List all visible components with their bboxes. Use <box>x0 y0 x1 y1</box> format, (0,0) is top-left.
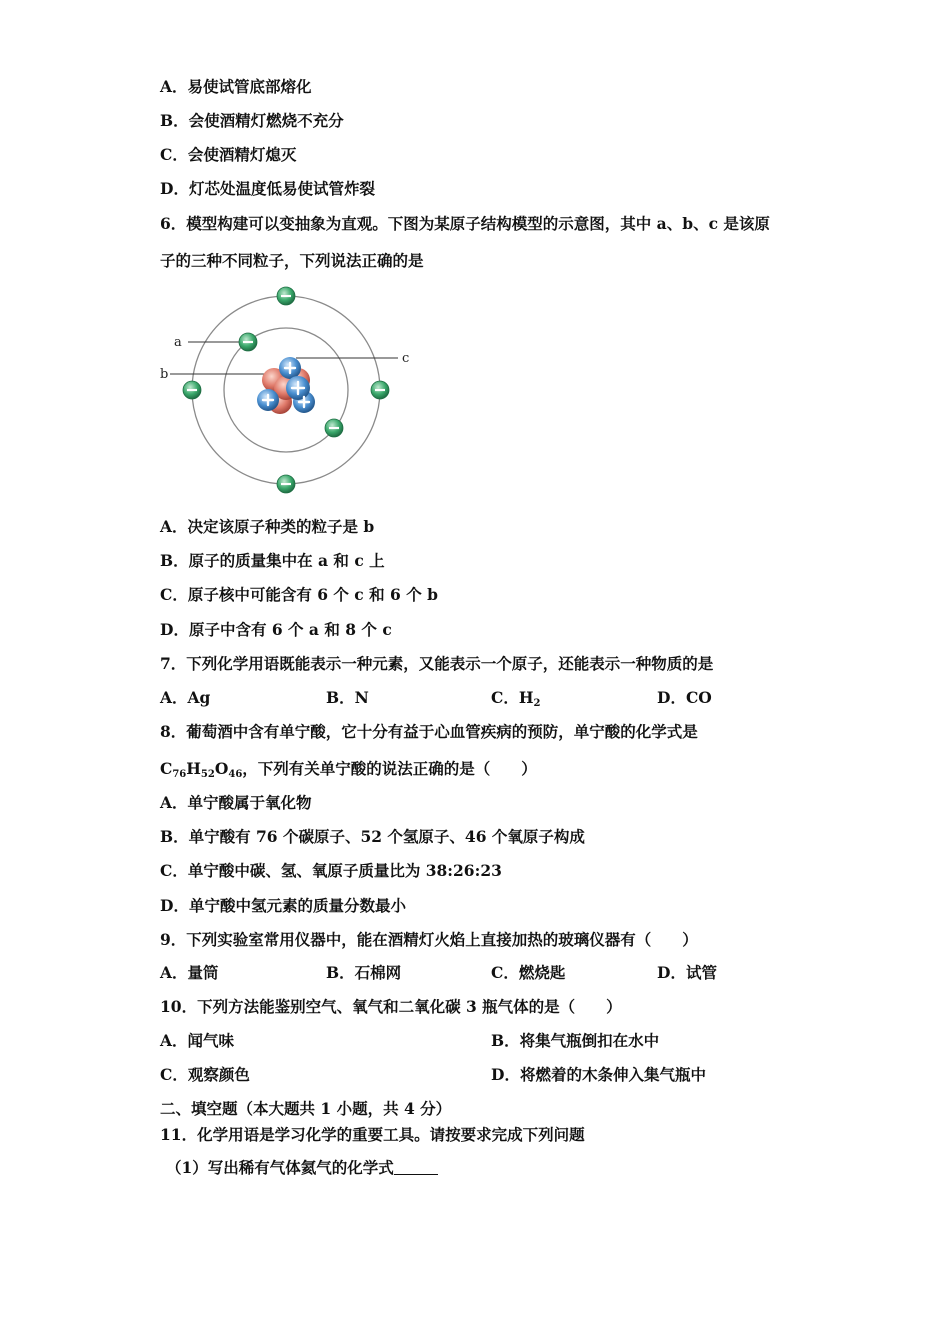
q8-stem-line1: 8．葡萄酒中含有单宁酸，它十分有益于心血管疾病的预防，单宁酸的化学式是 <box>160 722 698 741</box>
q10-option-b: B．将集气瓶倒扣在水中 <box>491 1031 660 1050</box>
atom-structure-diagram <box>158 284 418 496</box>
q8-option-a: A．单宁酸属于氧化物 <box>160 793 312 812</box>
q8-option-c: C．单宁酸中碳、氢、氧原子质量比为 38:26:23 <box>160 861 502 880</box>
nucleus <box>257 357 315 414</box>
q6-option-d: D．原子中含有 6 个 a 和 8 个 c <box>160 620 392 639</box>
electron <box>371 381 389 399</box>
q9-option-c: C．燃烧匙 <box>491 963 566 982</box>
q8-option-d: D．单宁酸中氢元素的质量分数最小 <box>160 896 406 915</box>
q8-stem-line2: $C_{76}H_{52}O_{46}$，下列有关单宁酸的说法正确的是（ ） <box>160 759 537 780</box>
label-a: a <box>174 335 182 350</box>
q6-stem-line2: 子的三种不同粒子，下列说法正确的是 <box>160 251 424 270</box>
electron <box>239 333 257 351</box>
q10-option-d: D．将燃着的木条伸入集气瓶中 <box>491 1065 706 1084</box>
q10-stem: 10．下列方法能鉴别空气、氧气和二氧化碳 3 瓶气体的是（ ） <box>160 997 622 1016</box>
q9-option-a: A．量筒 <box>160 963 219 982</box>
q6-option-c: C．原子核中可能含有 6 个 c 和 6 个 b <box>160 585 438 604</box>
q7-option-a: A．Ag <box>160 688 211 707</box>
q5-option-c: C．会使酒精灯熄灭 <box>160 145 297 164</box>
section-title: 二、填空题（本大题共 1 小题，共 4 分） <box>160 1099 452 1118</box>
q10-option-a: A．闻气味 <box>160 1031 235 1050</box>
electron <box>277 287 295 305</box>
electron <box>325 419 343 437</box>
q11-part1: （1）写出稀有气体氦气的化学式 <box>166 1158 438 1178</box>
q10-option-c: C．观察颜色 <box>160 1065 250 1084</box>
q9-stem: 9．下列实验室常用仪器中，能在酒精灯火焰上直接加热的玻璃仪器有（ ） <box>160 930 698 949</box>
q7-stem: 7．下列化学用语既能表示一种元素，又能表示一个原子，还能表示一种物质的是 <box>160 654 714 673</box>
electron <box>277 475 295 493</box>
electron <box>183 381 201 399</box>
tannic-acid-formula: $C_{76}H_{52}O_{46}$ <box>160 759 243 780</box>
q7-option-c: C．$H_2$ <box>491 688 541 709</box>
q6-option-a: A．决定该原子种类的粒子是 b <box>160 517 375 536</box>
q5-option-b: B．会使酒精灯燃烧不充分 <box>160 111 344 130</box>
label-c: c <box>402 351 410 366</box>
q9-option-b: B．石棉网 <box>326 963 402 982</box>
q7-option-d: D．CO <box>657 688 712 707</box>
q8-option-b: B．单宁酸有 76 个碳原子、52 个氢原子、46 个氧原子构成 <box>160 827 585 846</box>
q7-option-b: B．N <box>326 688 369 707</box>
q6-option-b: B．原子的质量集中在 a 和 c 上 <box>160 551 385 570</box>
q5-option-d: D．灯芯处温度低易使试管炸裂 <box>160 179 375 198</box>
q5-option-a: A．易使试管底部熔化 <box>160 77 312 96</box>
q9-option-d: D．试管 <box>657 963 717 982</box>
q6-stem-line1: 6．模型构建可以变抽象为直观。下图为某原子结构模型的示意图，其中 a、b、c 是该原 <box>160 214 770 233</box>
answer-blank[interactable] <box>394 1160 438 1175</box>
q11-stem: 11．化学用语是学习化学的重要工具。请按要求完成下列问题 <box>160 1125 585 1144</box>
label-b: b <box>160 367 169 382</box>
